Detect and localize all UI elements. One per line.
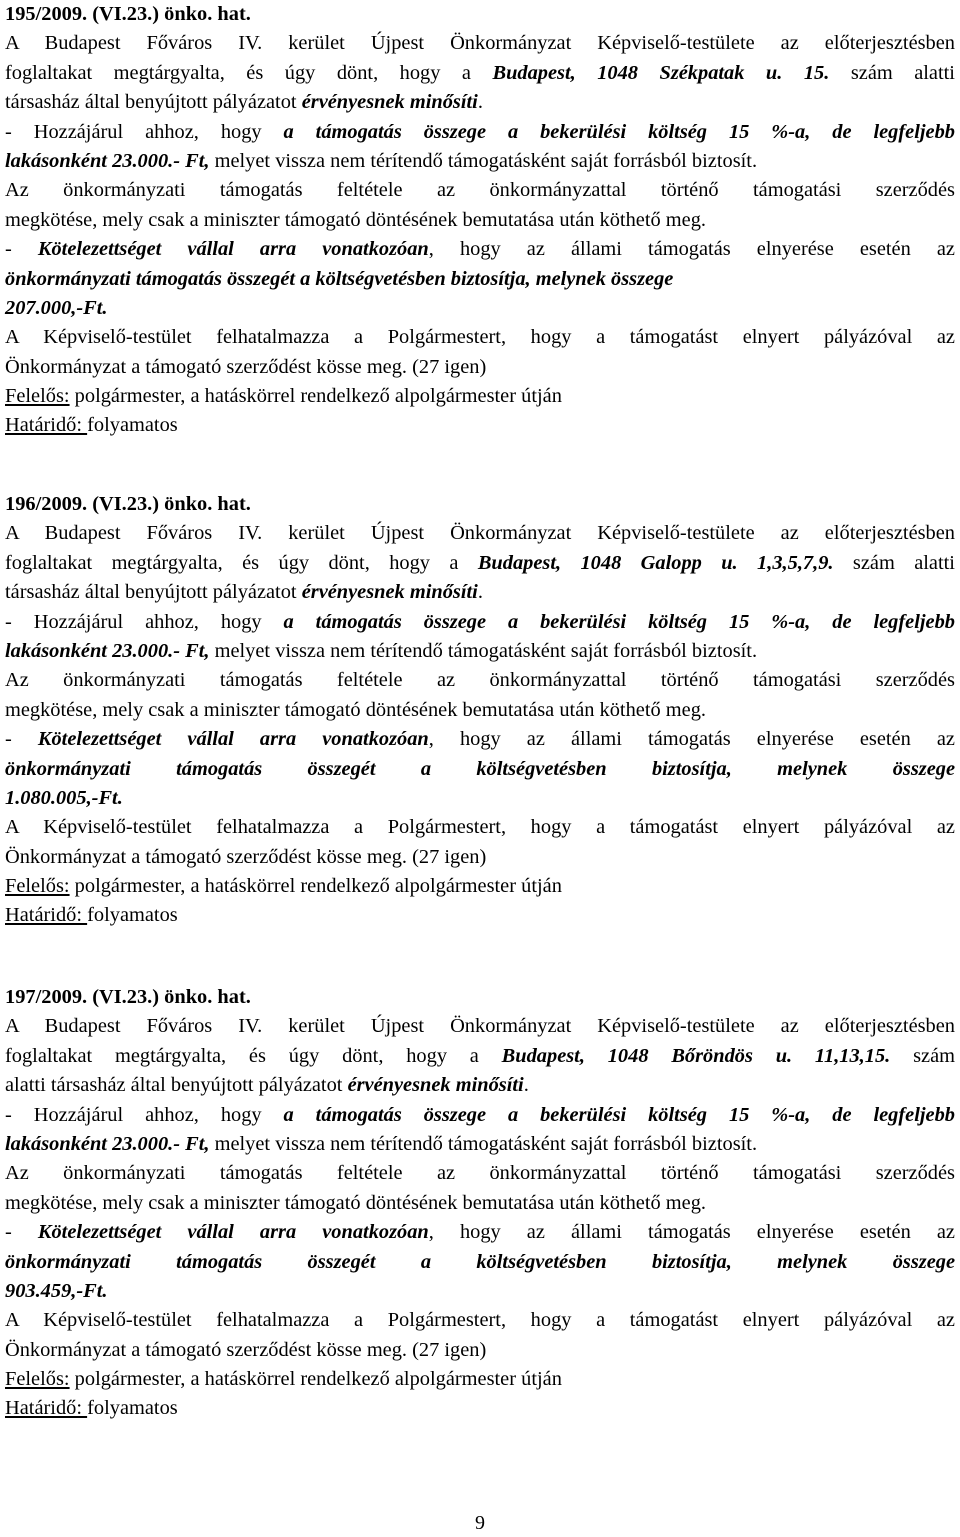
responsible-label: Felelős: <box>5 875 70 898</box>
resolution-195 <box>5 0 955 441</box>
resolution-line: Önkormányzat a támogató szerződést kösse meg. (27 igen) <box>5 1338 487 1361</box>
resolution-line: Az önkormányzati támogatás feltétele az önkormányzattal történő támogatási szerződés <box>5 1162 955 1185</box>
resolution-line: lakásonként 23.000.- Ft, melyet vissza nem térítendő támogatásként saját forrásból biztosít. <box>5 1132 758 1155</box>
resolution-number: 197/2009. (VI.23.) önko. hat. <box>5 986 251 1008</box>
resolution-line: - Hozzájárul ahhoz, hogy a támogatás összege a bekerülési költség 15 %-a, de legfeljebb <box>5 610 955 633</box>
resolution-line: Az önkormányzati támogatás feltétele az önkormányzattal történő támogatási szerződés <box>5 669 955 692</box>
resolution-line: A Budapest Főváros IV. kerület Újpest Önkormányzat Képviselő-testülete az előterjesztésben <box>5 32 955 55</box>
resolution-line: - Hozzájárul ahhoz, hogy a támogatás összege a bekerülési költség 15 %-a, de legfeljebb <box>5 120 955 143</box>
resolution-197 <box>5 983 955 1424</box>
resolution-line: megkötése, mely csak a miniszter támogató döntésének bemutatása után köthető meg. <box>5 208 706 231</box>
resolution-line: - Kötelezettséget vállal arra vonatkozóan, hogy az állami támogatás elnyerése esetén az <box>5 1221 955 1244</box>
resolution-line: foglaltakat megtárgyalta, és úgy dönt, hogy a Budapest, 1048 Galopp u. 1,3,5,7,9. szám alatti <box>5 551 955 574</box>
resolution-line: A Képviselő-testület felhatalmazza a Polgármestert, hogy a támogatást elnyert pályázóval az <box>5 816 955 839</box>
responsible-label: Felelős: <box>5 1368 70 1391</box>
resolution-line: A Budapest Főváros IV. kerület Újpest Önkormányzat Képviselő-testülete az előterjesztésben <box>5 1015 955 1038</box>
resolution-line: lakásonként 23.000.- Ft, melyet vissza nem térítendő támogatásként saját forrásból biztosít. <box>5 639 758 662</box>
resolution-line: önkormányzati támogatás összegét a költségvetésben biztosítja, melynek összege <box>5 757 955 780</box>
resolution-line: A Képviselő-testület felhatalmazza a Polgármestert, hogy a támogatást elnyert pályázóval az <box>5 326 955 349</box>
page-number: 9 <box>475 1512 485 1534</box>
amount: 207.000,-Ft. <box>5 296 108 319</box>
resolution-line: A Budapest Főváros IV. kerület Újpest Önkormányzat Képviselő-testülete az előterjesztésben <box>5 522 955 545</box>
responsible-line: Felelős: polgármester, a hatáskörrel rendelkező alpolgármester útján <box>5 875 562 898</box>
responsible-label: Felelős: <box>5 385 70 408</box>
responsible-line: Felelős: polgármester, a hatáskörrel rendelkező alpolgármester útján <box>5 385 562 408</box>
resolution-line: társasház által benyújtott pályázatot érvényesnek minősíti. <box>5 581 483 604</box>
resolution-line: - Kötelezettséget vállal arra vonatkozóan, hogy az állami támogatás elnyerése esetén az <box>5 728 955 751</box>
resolution-line: A Képviselő-testület felhatalmazza a Polgármestert, hogy a támogatást elnyert pályázóval az <box>5 1309 955 1332</box>
amount: 903.459,-Ft. <box>5 1279 108 1302</box>
deadline-label: Határidő: <box>5 414 88 437</box>
resolution-196 <box>5 490 955 931</box>
address: Budapest, 1048 Bőröndös u. 11,13,15. <box>501 1044 891 1067</box>
resolution-line: megkötése, mely csak a miniszter támogató döntésének bemutatása után köthető meg. <box>5 1191 706 1214</box>
deadline-label: Határidő: <box>5 904 88 927</box>
deadline-line: Határidő: folyamatos <box>5 904 178 927</box>
amount: 1.080.005,-Ft. <box>5 786 123 809</box>
address: Budapest, 1048 Galopp u. 1,3,5,7,9. <box>477 551 834 574</box>
address: Budapest, 1048 Székpatak u. 15. <box>492 61 830 84</box>
decision-status: érvényesnek minősíti <box>301 91 478 114</box>
resolution-line: Önkormányzat a támogató szerződést kösse meg. (27 igen) <box>5 845 487 868</box>
resolution-line: megkötése, mely csak a miniszter támogató döntésének bemutatása után köthető meg. <box>5 698 706 721</box>
resolution-line: alatti társasház által benyújtott pályázatot érvényesnek minősíti. <box>5 1074 529 1097</box>
resolution-line: - Kötelezettséget vállal arra vonatkozóan, hogy az állami támogatás elnyerése esetén az <box>5 238 955 261</box>
resolution-number: 195/2009. (VI.23.) önko. hat. <box>5 3 251 25</box>
deadline-line: Határidő: folyamatos <box>5 1397 178 1420</box>
resolution-line: Az önkormányzati támogatás feltétele az önkormányzattal történő támogatási szerződés <box>5 179 955 202</box>
resolution-line: társasház által benyújtott pályázatot érvényesnek minősíti. <box>5 91 483 114</box>
deadline-label: Határidő: <box>5 1397 88 1420</box>
responsible-line: Felelős: polgármester, a hatáskörrel rendelkező alpolgármester útján <box>5 1368 562 1391</box>
decision-status: érvényesnek minősíti <box>347 1074 524 1097</box>
decision-status: érvényesnek minősíti <box>301 581 478 604</box>
resolution-line: Önkormányzat a támogató szerződést kösse meg. (27 igen) <box>5 355 487 378</box>
resolution-line: önkormányzati támogatás összegét a költségvetésben biztosítja, melynek összege <box>5 1250 955 1273</box>
resolution-line: lakásonként 23.000.- Ft, melyet vissza nem térítendő támogatásként saját forrásból biztosít. <box>5 149 758 172</box>
resolution-line: - Hozzájárul ahhoz, hogy a támogatás összege a bekerülési költség 15 %-a, de legfeljebb <box>5 1103 955 1126</box>
deadline-line: Határidő: folyamatos <box>5 414 178 437</box>
resolution-line: foglaltakat megtárgyalta, és úgy dönt, hogy a Budapest, 1048 Székpatak u. 15. szám alatti <box>5 61 955 84</box>
resolution-line: önkormányzati támogatás összegét a költségvetésben biztosítja, melynek összege <box>5 267 674 290</box>
resolution-number: 196/2009. (VI.23.) önko. hat. <box>5 493 251 515</box>
resolution-line: foglaltakat megtárgyalta, és úgy dönt, hogy a Budapest, 1048 Bőröndös u. 11,13,15. szám <box>5 1044 955 1067</box>
